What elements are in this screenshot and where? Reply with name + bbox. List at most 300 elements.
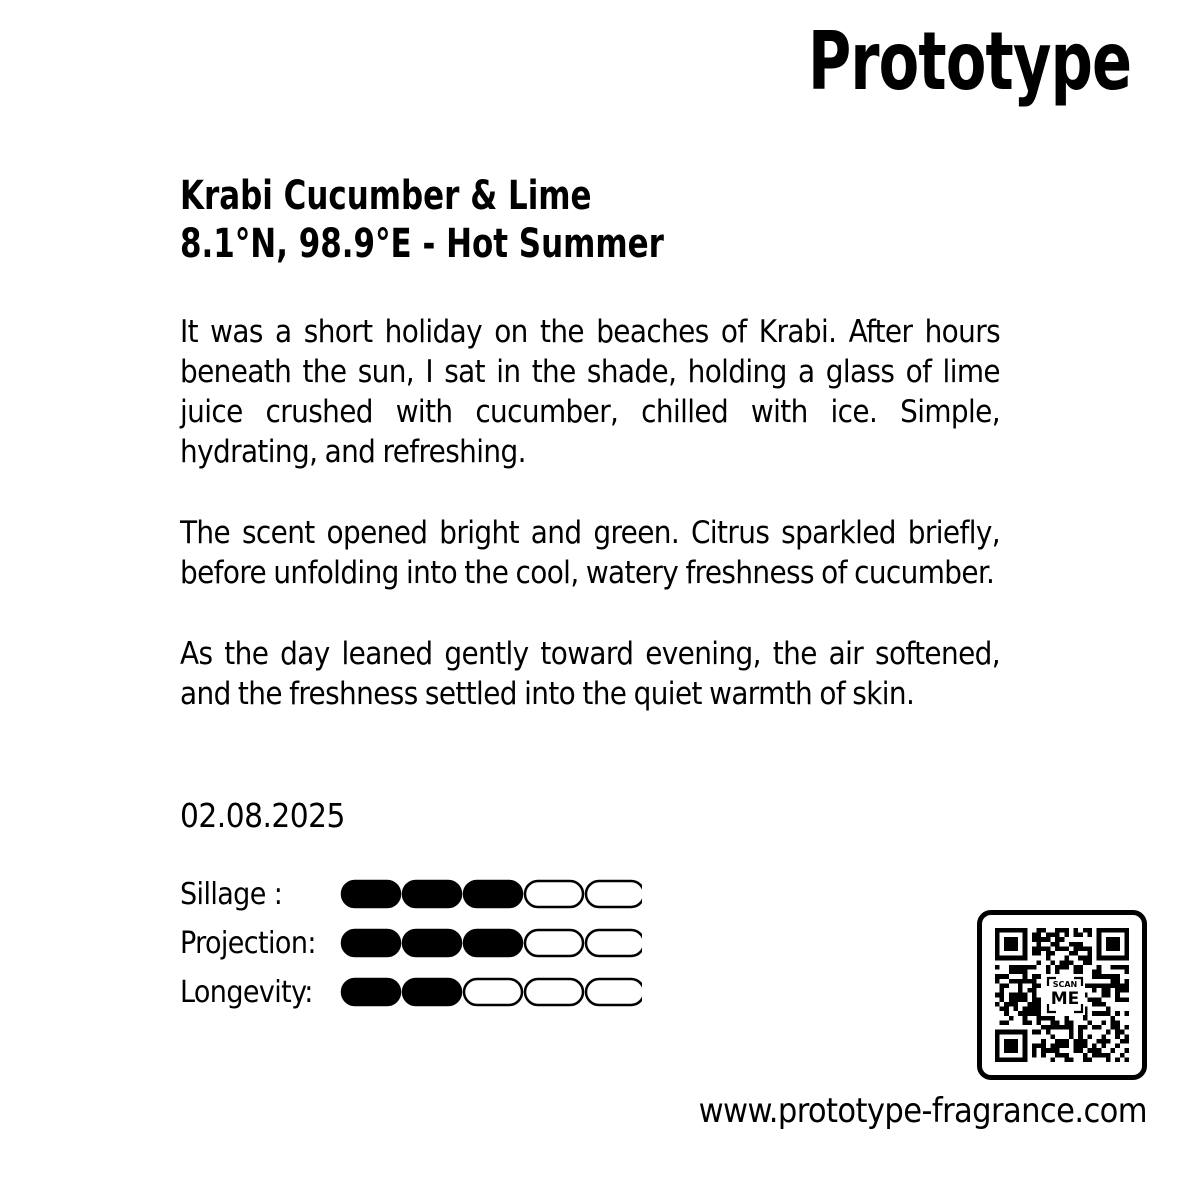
qr-module — [1000, 1030, 1005, 1035]
qr-module — [1050, 1020, 1055, 1025]
qr-module — [995, 1053, 1000, 1058]
qr-module — [1064, 1020, 1069, 1025]
qr-module — [1087, 933, 1092, 938]
qr-module — [1055, 965, 1060, 970]
qr-module — [1064, 960, 1069, 965]
qr-module — [1009, 937, 1014, 942]
qr-module — [1032, 974, 1037, 979]
qr-module — [1050, 1034, 1055, 1039]
qr-module — [1078, 1025, 1083, 1030]
qr-module — [1087, 951, 1092, 956]
qr-module — [1027, 988, 1032, 993]
qr-module — [1004, 942, 1009, 947]
qr-module — [1055, 942, 1060, 947]
qr-module — [1037, 951, 1042, 956]
qr-module — [1050, 951, 1055, 956]
qr-module — [1046, 1048, 1051, 1053]
qr-module — [1074, 970, 1079, 975]
qr-module — [1013, 937, 1018, 942]
qr-module — [1046, 937, 1051, 942]
qr-module — [1009, 1030, 1014, 1035]
qr-module — [1106, 1007, 1111, 1012]
qr-module — [1124, 997, 1129, 1002]
qr-module — [1083, 1057, 1088, 1062]
qr-module — [1111, 1025, 1116, 1030]
qr-module — [1087, 956, 1092, 961]
qr-module — [1101, 1034, 1106, 1039]
qr-module — [1078, 1048, 1083, 1053]
qr-module — [1120, 988, 1125, 993]
qr-module — [1124, 965, 1129, 970]
qr-module — [1106, 1057, 1111, 1062]
qr-module — [1037, 997, 1042, 1002]
qr-module — [1115, 974, 1120, 979]
qr-module — [1092, 1053, 1097, 1058]
qr-module — [1032, 1044, 1037, 1049]
qr-module — [1032, 1007, 1037, 1012]
qr-module — [1000, 993, 1005, 998]
qr-module — [1037, 1007, 1042, 1012]
qr-module — [1064, 965, 1069, 970]
qr-module — [1009, 942, 1014, 947]
qr-module — [1097, 970, 1102, 975]
qr-module — [1115, 1034, 1120, 1039]
qr-module — [1004, 1030, 1009, 1035]
qr-module — [1115, 1044, 1120, 1049]
qr-module — [1032, 997, 1037, 1002]
qr-module — [1023, 1057, 1028, 1062]
scan-me-badge — [1045, 975, 1085, 1015]
qr-module — [1092, 1044, 1097, 1049]
qr-module — [1050, 1025, 1055, 1030]
qr-module — [1087, 960, 1092, 965]
qr-module — [1087, 946, 1092, 951]
qr-module — [995, 942, 1000, 947]
qr-module — [1124, 937, 1129, 942]
qr-module — [1124, 979, 1129, 984]
qr-module — [1041, 946, 1046, 951]
qr-module — [1092, 970, 1097, 975]
qr-module — [995, 1002, 1000, 1007]
qr-module — [1046, 946, 1051, 951]
qr-module — [1023, 1020, 1028, 1025]
qr-module — [1041, 1048, 1046, 1053]
qr-module — [1055, 1020, 1060, 1025]
qr-module — [1124, 988, 1129, 993]
qr-module — [1069, 942, 1074, 947]
qr-module — [1106, 928, 1111, 933]
qr-module — [1087, 997, 1092, 1002]
qr-module — [995, 928, 1000, 933]
qr-module — [1106, 1053, 1111, 1058]
qr-module — [1064, 1053, 1069, 1058]
qr-module — [1097, 965, 1102, 970]
qr-module — [1101, 974, 1106, 979]
qr-module — [1115, 1030, 1120, 1035]
qr-module — [1124, 1057, 1129, 1062]
qr-module — [1018, 988, 1023, 993]
qr-module — [1124, 933, 1129, 938]
qr-module — [1120, 928, 1125, 933]
qr-module — [1041, 928, 1046, 933]
qr-module — [1083, 1016, 1088, 1021]
qr-module — [1092, 983, 1097, 988]
qr-module — [1009, 1048, 1014, 1053]
qr-module — [1111, 942, 1116, 947]
qr-module — [995, 946, 1000, 951]
qr-module — [1013, 965, 1018, 970]
qr-module — [1064, 933, 1069, 938]
qr-module — [1106, 937, 1111, 942]
qr-module — [1032, 988, 1037, 993]
qr-code[interactable] — [977, 910, 1147, 1080]
qr-module — [1009, 946, 1014, 951]
date-label: 02.08.2025 — [180, 796, 345, 835]
qr-module — [1083, 1053, 1088, 1058]
qr-module — [1060, 1044, 1065, 1049]
qr-module — [1124, 1011, 1129, 1016]
qr-module — [995, 979, 1000, 984]
qr-module — [1060, 960, 1065, 965]
qr-module — [1124, 970, 1129, 975]
qr-module — [1111, 956, 1116, 961]
qr-module — [1083, 960, 1088, 965]
qr-module — [1115, 965, 1120, 970]
qr-module — [1000, 1007, 1005, 1012]
qr-module — [1078, 1044, 1083, 1049]
qr-module — [1004, 946, 1009, 951]
qr-module — [1037, 983, 1042, 988]
qr-module — [1060, 1025, 1065, 1030]
qr-module — [1074, 928, 1079, 933]
qr-module — [1097, 983, 1102, 988]
qr-module — [1106, 942, 1111, 947]
rating-pill-empty — [525, 881, 583, 907]
qr-module — [1106, 993, 1111, 998]
website-link[interactable]: www.prototype-fragrance.com — [698, 1091, 1147, 1131]
qr-module — [1023, 979, 1028, 984]
rating-pill-filled — [464, 930, 522, 956]
qr-module — [1037, 1011, 1042, 1016]
qr-module — [1111, 965, 1116, 970]
qr-module — [1032, 979, 1037, 984]
qr-module — [1050, 933, 1055, 938]
paragraph-2: The scent opened bright and green. Citrus sparkled briefly, before unfolding into the cool, watery freshness of cucumber. — [180, 515, 1000, 591]
qr-module — [1009, 1039, 1014, 1044]
qr-module — [1060, 946, 1065, 951]
qr-module — [1055, 1053, 1060, 1058]
qr-module — [1124, 1025, 1129, 1030]
qr-module — [1097, 956, 1102, 961]
qr-module — [1037, 1016, 1042, 1021]
qr-module — [1004, 1020, 1009, 1025]
qr-module — [1083, 946, 1088, 951]
qr-module — [1004, 937, 1009, 942]
qr-module — [1013, 1030, 1018, 1035]
qr-module — [1092, 1011, 1097, 1016]
qr-module — [1092, 1002, 1097, 1007]
qr-module — [1124, 956, 1129, 961]
qr-module — [1009, 1002, 1014, 1007]
qr-module — [1069, 1034, 1074, 1039]
qr-module — [1009, 997, 1014, 1002]
qr-module — [1064, 1025, 1069, 1030]
qr-module — [1032, 937, 1037, 942]
qr-module — [1050, 1016, 1055, 1021]
qr-module — [1111, 937, 1116, 942]
qr-module — [1120, 956, 1125, 961]
qr-module — [1124, 951, 1129, 956]
rating-pill-empty — [586, 881, 642, 907]
qr-module — [1023, 956, 1028, 961]
qr-module — [1115, 983, 1120, 988]
qr-module — [1092, 974, 1097, 979]
qr-module — [1124, 942, 1129, 947]
qr-module — [1064, 946, 1069, 951]
qr-module — [1055, 970, 1060, 975]
qr-module — [1004, 1044, 1009, 1049]
qr-module — [1055, 1044, 1060, 1049]
qr-module — [1078, 933, 1083, 938]
qr-module — [1009, 1044, 1014, 1049]
qr-module — [1106, 956, 1111, 961]
qr-module — [1023, 933, 1028, 938]
brand-logo: Prototype — [807, 15, 1131, 108]
rating-pill-empty — [525, 930, 583, 956]
rating-pill-filled — [403, 881, 461, 907]
qr-module — [1023, 997, 1028, 1002]
qr-module — [1000, 974, 1005, 979]
qr-module — [1111, 983, 1116, 988]
qr-module — [1115, 993, 1120, 998]
qr-module — [1101, 928, 1106, 933]
qr-module — [1097, 1025, 1102, 1030]
qr-module — [1069, 1030, 1074, 1035]
qr-module — [1000, 1020, 1005, 1025]
qr-module — [995, 1039, 1000, 1044]
qr-module — [1023, 965, 1028, 970]
qr-module — [1101, 1002, 1106, 1007]
qr-module — [1023, 1030, 1028, 1035]
qr-module — [1101, 988, 1106, 993]
qr-module — [1013, 979, 1018, 984]
qr-module — [1018, 970, 1023, 975]
qr-module — [1106, 1030, 1111, 1035]
qr-module — [1097, 1053, 1102, 1058]
qr-module — [1050, 960, 1055, 965]
qr-module — [1000, 983, 1005, 988]
qr-module — [1097, 1039, 1102, 1044]
qr-module — [1041, 1053, 1046, 1058]
qr-module — [1013, 993, 1018, 998]
qr-module — [1023, 1007, 1028, 1012]
qr-module — [1041, 1044, 1046, 1049]
qr-module — [1111, 1020, 1116, 1025]
rating-pill-filled — [464, 881, 522, 907]
qr-module — [1046, 933, 1051, 938]
qr-module — [1069, 1057, 1074, 1062]
qr-module — [1097, 1011, 1102, 1016]
qr-module — [1032, 1002, 1037, 1007]
qr-module — [1115, 942, 1120, 947]
qr-module — [1106, 1011, 1111, 1016]
qr-module — [1041, 1025, 1046, 1030]
qr-module — [1004, 1039, 1009, 1044]
qr-module — [1111, 979, 1116, 984]
qr-module — [1046, 965, 1051, 970]
qr-module — [1055, 1048, 1060, 1053]
qr-module — [1013, 970, 1018, 975]
qr-module — [1013, 1002, 1018, 1007]
scan-label: SCAN — [1052, 980, 1078, 989]
qr-module — [1064, 1057, 1069, 1062]
qr-module — [1004, 1057, 1009, 1062]
qr-module — [1013, 1057, 1018, 1062]
qr-module — [1074, 942, 1079, 947]
qr-module — [1087, 1048, 1092, 1053]
qr-module — [1106, 983, 1111, 988]
qr-module — [1097, 951, 1102, 956]
rating-label-projection: Projection: — [180, 926, 316, 961]
qr-module — [1027, 1011, 1032, 1016]
qr-module — [1037, 942, 1042, 947]
product-title — [180, 172, 885, 268]
qr-module — [1050, 1044, 1055, 1049]
qr-module — [1078, 946, 1083, 951]
qr-module — [1046, 1025, 1051, 1030]
qr-module — [1120, 1039, 1125, 1044]
qr-module — [1092, 997, 1097, 1002]
qr-module — [1023, 946, 1028, 951]
qr-module — [1078, 942, 1083, 947]
qr-module — [1055, 1025, 1060, 1030]
qr-module — [1018, 983, 1023, 988]
rating-pill-empty — [464, 979, 522, 1005]
qr-module — [1018, 979, 1023, 984]
qr-module — [1087, 1020, 1092, 1025]
qr-module — [1037, 928, 1042, 933]
me-label: ME — [1050, 989, 1080, 1009]
qr-module — [1027, 1002, 1032, 1007]
qr-module — [1083, 1025, 1088, 1030]
qr-module — [1023, 1044, 1028, 1049]
qr-module — [1115, 1011, 1120, 1016]
qr-module — [1074, 946, 1079, 951]
qr-module — [1106, 1039, 1111, 1044]
qr-module — [1120, 983, 1125, 988]
qr-module — [1004, 1048, 1009, 1053]
qr-module — [1106, 974, 1111, 979]
qr-module — [1018, 993, 1023, 998]
qr-module — [1115, 988, 1120, 993]
qr-module — [1124, 1034, 1129, 1039]
qr-module — [1009, 1016, 1014, 1021]
rating-label-longevity: Longevity: — [180, 975, 313, 1010]
qr-module — [1097, 942, 1102, 947]
qr-module — [1101, 993, 1106, 998]
qr-module — [1000, 1057, 1005, 1062]
rating-pills-longevity — [340, 977, 642, 1007]
qr-module — [1101, 1044, 1106, 1049]
qr-module — [1097, 937, 1102, 942]
qr-module — [1000, 928, 1005, 933]
qr-module — [1101, 1020, 1106, 1025]
rating-pill-empty — [525, 979, 583, 1005]
qr-module — [1064, 928, 1069, 933]
qr-module — [1087, 983, 1092, 988]
qr-module — [1041, 1039, 1046, 1044]
qr-module — [995, 965, 1000, 970]
qr-module — [1032, 965, 1037, 970]
qr-module — [1027, 1007, 1032, 1012]
qr-module — [1018, 1057, 1023, 1062]
qr-module — [1055, 928, 1060, 933]
qr-module — [1027, 1020, 1032, 1025]
qr-module — [1032, 933, 1037, 938]
qr-module — [1120, 1030, 1125, 1035]
rating-label-sillage: Sillage : — [180, 877, 283, 912]
qr-module — [1106, 988, 1111, 993]
qr-module — [1013, 1039, 1018, 1044]
qr-module — [1004, 1002, 1009, 1007]
qr-module — [1074, 1039, 1079, 1044]
qr-module — [1078, 965, 1083, 970]
qr-module — [1023, 974, 1028, 979]
qr-module — [1078, 970, 1083, 975]
qr-module — [1097, 946, 1102, 951]
qr-module — [1074, 1044, 1079, 1049]
qr-module — [1032, 1011, 1037, 1016]
qr-module — [1064, 1016, 1069, 1021]
rating-pill-empty — [586, 979, 642, 1005]
qr-module — [1064, 1044, 1069, 1049]
qr-module — [995, 1030, 1000, 1035]
qr-module — [1097, 997, 1102, 1002]
qr-module — [1023, 1053, 1028, 1058]
qr-module — [1009, 956, 1014, 961]
qr-module — [1078, 956, 1083, 961]
qr-module — [1078, 1030, 1083, 1035]
qr-module — [1004, 956, 1009, 961]
qr-module — [1000, 997, 1005, 1002]
qr-module — [1078, 1039, 1083, 1044]
paragraph-1: It was a short holiday on the beaches of Krabi. After hours beneath the sun, I sat in the shade, holding a glass of lime juice crushed with cucumber, chilled with ice. Simple, hydrating, and refreshing. — [180, 314, 1000, 470]
qr-module — [1032, 1048, 1037, 1053]
qr-module — [1032, 1053, 1037, 1058]
qr-module — [1046, 970, 1051, 975]
qr-module — [1101, 1011, 1106, 1016]
qr-module — [1115, 928, 1120, 933]
qr-module — [1009, 1057, 1014, 1062]
qr-module — [1032, 951, 1037, 956]
qr-module — [1032, 1030, 1037, 1035]
qr-module — [1097, 928, 1102, 933]
qr-module — [1087, 1057, 1092, 1062]
qr-module — [1013, 942, 1018, 947]
product-name: Krabi Cucumber & Lime — [180, 173, 592, 219]
qr-module — [1060, 928, 1065, 933]
qr-module — [1023, 1011, 1028, 1016]
qr-module — [1055, 1039, 1060, 1044]
qr-module — [1124, 928, 1129, 933]
qr-module — [995, 1034, 1000, 1039]
qr-module — [1037, 960, 1042, 965]
qr-module — [995, 1044, 1000, 1049]
qr-module — [995, 1048, 1000, 1053]
qr-module — [1097, 974, 1102, 979]
qr-module — [1009, 970, 1014, 975]
qr-module — [1037, 974, 1042, 979]
